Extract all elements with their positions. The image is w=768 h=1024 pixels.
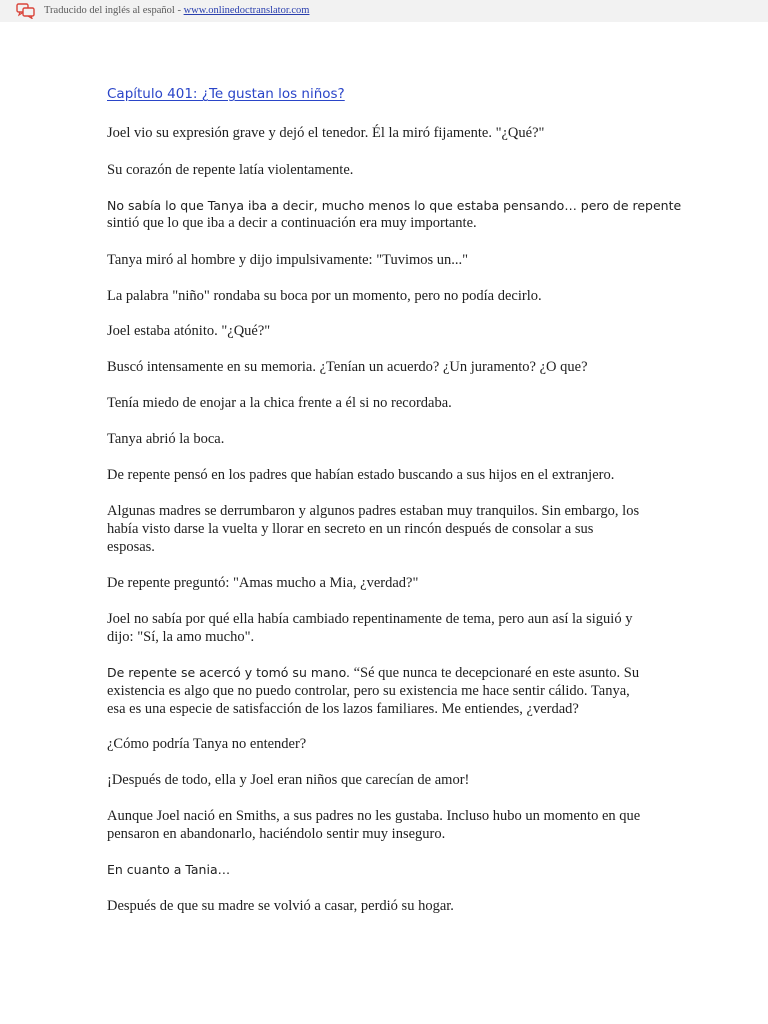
translator-logo-icon — [16, 3, 36, 19]
banner-prefix: Traducido del inglés al español - — [44, 5, 184, 16]
paragraph-10: De repente pensó en los padres que habían estado buscando a sus hijos en el extranjero. — [107, 467, 615, 483]
paragraph-14-line-2: existencia es algo que no puedo controlar, pero su existencia me hace sentir cálido. Tanya, — [107, 683, 630, 699]
paragraph-19: Después de que su madre se volvió a casar, perdió su hogar. — [107, 898, 454, 914]
paragraph-12: De repente preguntó: "Amas mucho a Mia, ¿verdad?" — [107, 575, 419, 591]
paragraph-9: Tanya abrió la boca. — [107, 431, 225, 447]
paragraph-13-line-1: Joel no sabía por qué ella había cambiado repentinamente de tema, pero aun así la siguió y — [107, 611, 633, 627]
paragraph-14-quote: “Sé que nunca te decepcionaré en este asunto. Su — [350, 665, 640, 681]
paragraph-18: En cuanto a Tania… — [107, 862, 231, 877]
paragraph-11-line-3: esposas. — [107, 539, 155, 555]
paragraph-14-lead: De repente se acercó y tomó su mano. — [107, 665, 350, 680]
paragraph-4: Tanya miró al hombre y dijo impulsivamente: "Tuvimos un..." — [107, 252, 469, 268]
paragraph-14-line-1 — [107, 664, 667, 682]
paragraph-14-line-3: esa es una especie de satisfacción de los lazos familiares. Me entiendes, ¿verdad? — [107, 701, 579, 717]
paragraph-11-line-2: había visto darse la vuelta y llorar en secreto en un rincón después de consolar a sus — [107, 521, 594, 537]
paragraph-6: Joel estaba atónito. "¿Qué?" — [107, 323, 271, 339]
chapter-title[interactable]: Capítulo 401: ¿Te gustan los niños? — [107, 86, 345, 102]
paragraph-16: ¡Después de todo, ella y Joel eran niños que carecían de amor! — [107, 772, 470, 788]
paragraph-7: Buscó intensamente en su memoria. ¿Tenían un acuerdo? ¿Un juramento? ¿O que? — [107, 359, 588, 375]
paragraph-11-line-1: Algunas madres se derrumbaron y algunos padres estaban muy tranquilos. Sin embargo, los — [107, 503, 640, 519]
paragraph-1: Joel vio su expresión grave y dejó el tenedor. Él la miró fijamente. "¿Qué?" — [107, 125, 545, 141]
paragraph-17-line-2: pensaron en abandonarlo, haciéndolo sentir muy inseguro. — [107, 826, 446, 842]
paragraph-8: Tenía miedo de enojar a la chica frente a él si no recordaba. — [107, 395, 452, 411]
translator-link[interactable]: www.onlinedoctranslator.com — [183, 5, 310, 16]
paragraph-17-line-1: Aunque Joel nació en Smiths, a sus padres no les gustaba. Incluso hubo un momento en que — [107, 808, 641, 824]
paragraph-13-line-2: dijo: "Sí, la amo mucho". — [107, 629, 255, 645]
paragraph-15: ¿Cómo podría Tanya no entender? — [107, 736, 307, 752]
paragraph-2: Su corazón de repente latía violentamente. — [107, 162, 354, 178]
paragraph-3-line-1: No sabía lo que Tanya iba a decir, mucho menos lo que estaba pensando… pero de repente — [107, 198, 682, 213]
translation-banner — [0, 0, 768, 22]
paragraph-3-line-2: sintió que lo que iba a decir a continuación era muy importante. — [107, 215, 477, 231]
paragraph-5: La palabra "niño" rondaba su boca por un momento, pero no podía decirlo. — [107, 288, 542, 304]
banner-text — [44, 5, 309, 17]
